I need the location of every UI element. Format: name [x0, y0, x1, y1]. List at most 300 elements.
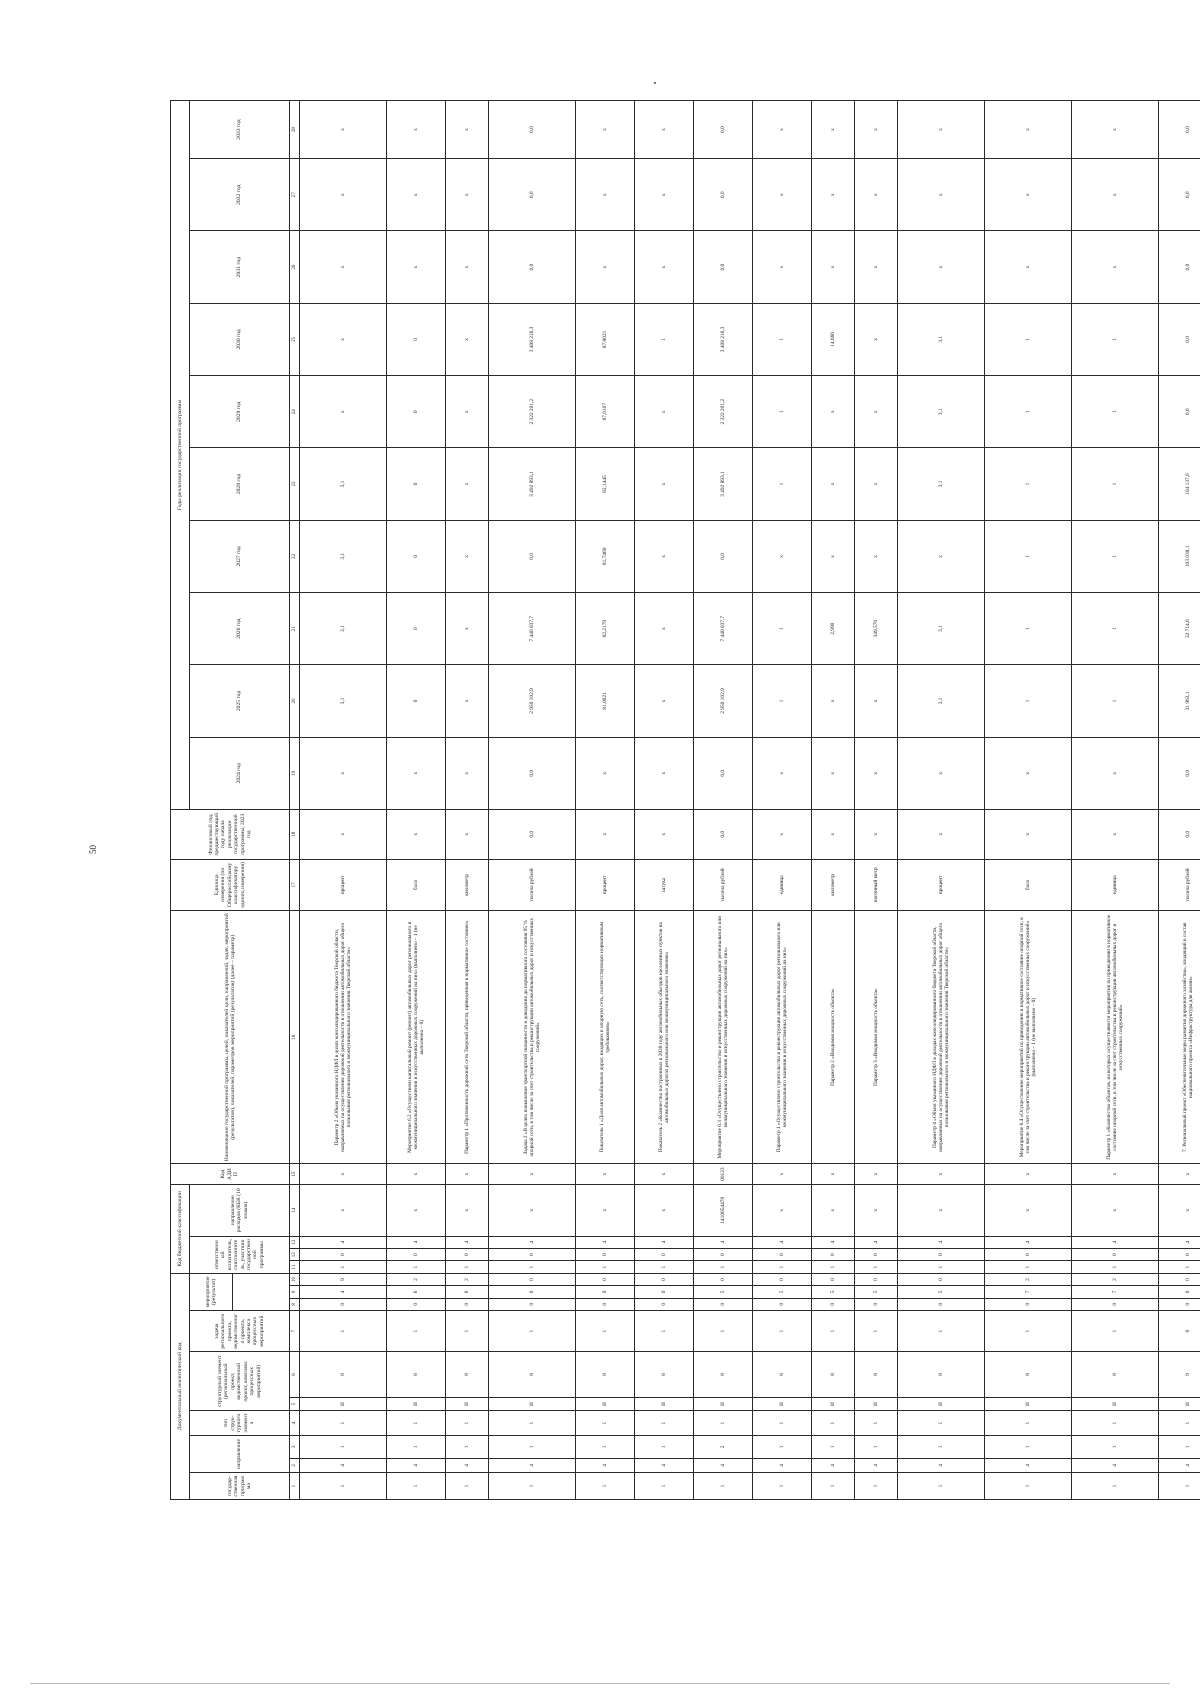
- code-cell: 0: [1072, 1298, 1159, 1310]
- group-program-code: Документальный аналитический код: [171, 1273, 190, 1499]
- column-number: 23: [290, 448, 300, 520]
- year-value-cell: 82,1445: [576, 448, 635, 520]
- code-cell: 1: [1072, 1435, 1159, 1458]
- code-cell: 1: [387, 1311, 446, 1352]
- adip-cell: x: [576, 1164, 635, 1185]
- year-value-cell: x: [855, 159, 898, 231]
- code-cell: 0: [1159, 1286, 1200, 1298]
- kbk-cell: x: [446, 1184, 489, 1236]
- code-cell: 4: [387, 1236, 446, 1248]
- year-value-cell: 0,0: [694, 231, 753, 303]
- year-value-cell: x: [855, 520, 898, 592]
- kbk-cell: x: [855, 1184, 898, 1236]
- column-number: 14: [290, 1184, 300, 1236]
- code-cell: 7: [1072, 1286, 1159, 1298]
- code-cell: 8: [855, 1352, 898, 1397]
- item-name-cell: Параметр 1 «Протяженность дорожной сети Тверской области, приведенная в нормативное состояние»: [446, 911, 489, 1164]
- year-value-cell: x: [635, 231, 694, 303]
- adip-cell: 00123: [694, 1164, 753, 1185]
- column-number: 13: [290, 1236, 300, 1248]
- code-cell: 0: [985, 1249, 1072, 1261]
- year-value-cell: 0,0: [694, 101, 753, 159]
- col-task: задача регионального проекта, ведомственного проекта, комплекса процессных мероприятий: [190, 1311, 290, 1352]
- item-name-cell: Показатель 2 «Количество построенных к 2030 году автомобильных объездов населенных пунктов на автомобильных дорогах регионального или межмуниципального значения»: [635, 911, 694, 1164]
- code-cell: 1: [387, 1411, 446, 1436]
- code-cell: 1: [300, 1261, 387, 1273]
- code-cell: 1: [1159, 1261, 1200, 1273]
- item-name-cell: Задача 2 «В целях повышения транспортной связанности и доведения до нормативного состояния 85 % опорной сети, в том числе за счет строительства и реконструкции автомобильных дорог и искусственных сооружений»: [489, 911, 576, 1164]
- year-value-cell: x: [753, 231, 812, 303]
- code-cell: 4: [300, 1236, 387, 1248]
- code-cell: 0: [1159, 1273, 1200, 1285]
- code-cell: 1: [985, 1261, 1072, 1273]
- fin-year-cell: x: [753, 809, 812, 859]
- year-value-cell: 0: [387, 448, 446, 520]
- year-value-cell: x: [898, 231, 985, 303]
- year-value-cell: x: [635, 376, 694, 448]
- year-value-cell: 0,0: [1159, 376, 1200, 448]
- col-structural: структурный элемент (региональный проект, ведомственный проект, комплекс процессных мероприятий): [190, 1352, 290, 1411]
- year-value-cell: 2 950 102,9: [694, 665, 753, 737]
- code-cell: 1: [855, 1261, 898, 1273]
- col-type: тип струк-турного элемента: [190, 1411, 290, 1436]
- unit-cell: балл: [985, 859, 1072, 911]
- code-cell: И: [898, 1397, 985, 1410]
- year-value-cell: 3,1: [898, 665, 985, 737]
- code-cell: 4: [387, 1458, 446, 1472]
- code-cell: 1: [855, 1473, 898, 1500]
- code-cell: 0: [898, 1273, 985, 1285]
- year-2025: 2025 год: [190, 665, 290, 737]
- year-value-cell: 87,0107: [576, 376, 635, 448]
- code-cell: 1: [300, 1435, 387, 1458]
- code-cell: 1: [446, 1435, 489, 1458]
- code-cell: 1: [489, 1261, 576, 1273]
- year-value-cell: 3 408 216,3: [489, 303, 576, 375]
- year-value-cell: x: [446, 593, 489, 665]
- year-value-cell: x: [300, 231, 387, 303]
- year-value-cell: x: [446, 448, 489, 520]
- year-value-cell: x: [855, 737, 898, 809]
- code-cell: 2: [694, 1435, 753, 1458]
- code-cell: 0: [576, 1286, 635, 1298]
- unit-cell: погонный метр: [855, 859, 898, 911]
- code-cell: 1: [694, 1311, 753, 1352]
- table-row: [300, 101, 387, 1500]
- code-cell: 1: [1072, 1473, 1159, 1500]
- column-number-row: [290, 101, 300, 1500]
- year-value-cell: 1: [753, 593, 812, 665]
- fin-year-cell: x: [635, 809, 694, 859]
- code-cell: 4: [855, 1458, 898, 1472]
- col-expense: направление расходов (КБК (10 знаков): [190, 1184, 290, 1236]
- year-value-cell: 1: [635, 303, 694, 375]
- year-value-cell: 0: [387, 376, 446, 448]
- fin-year-cell: x: [576, 809, 635, 859]
- code-cell: 5: [812, 1286, 855, 1298]
- year-value-cell: 0: [387, 520, 446, 592]
- code-cell: 0: [1159, 1298, 1200, 1310]
- year-value-cell: x: [812, 101, 855, 159]
- code-cell: 8: [753, 1352, 812, 1397]
- fin-year-cell: x: [1072, 809, 1159, 859]
- page-number: 50: [88, 845, 98, 854]
- code-cell: 1: [898, 1473, 985, 1500]
- code-cell: 1: [446, 1311, 489, 1352]
- unit-cell: единица: [753, 859, 812, 911]
- year-value-cell: 0,0: [694, 159, 753, 231]
- year-value-cell: x: [812, 737, 855, 809]
- year-value-cell: x: [753, 101, 812, 159]
- kbk-cell: x: [898, 1184, 985, 1236]
- item-name-cell: Параметр 1 «Осуществлено строительство и реконструкция автомобильных дорог регионального или межмуниципального значения и искусственных дорожных сооружений на них»: [753, 911, 812, 1164]
- table-row: [694, 101, 753, 1500]
- year-value-cell: x: [812, 448, 855, 520]
- column-number: 7: [290, 1311, 300, 1352]
- code-cell: 4: [576, 1458, 635, 1472]
- code-cell: 0: [985, 1298, 1072, 1310]
- year-value-cell: x: [576, 231, 635, 303]
- year-value-cell: 2 950 102,9: [489, 665, 576, 737]
- year-value-cell: 0,0: [489, 101, 576, 159]
- code-cell: 0: [812, 1249, 855, 1261]
- code-cell: 4: [855, 1236, 898, 1248]
- code-cell: 5: [753, 1286, 812, 1298]
- code-cell: 1: [985, 1311, 1072, 1352]
- code-cell: 4: [635, 1458, 694, 1472]
- year-value-cell: 0,0: [489, 231, 576, 303]
- column-number: 19: [290, 737, 300, 809]
- code-cell: 0: [1159, 1249, 1200, 1261]
- code-cell: 8: [985, 1352, 1072, 1397]
- code-cell: И: [753, 1397, 812, 1410]
- code-cell: 0: [635, 1298, 694, 1310]
- code-cell: 0: [855, 1298, 898, 1310]
- year-value-cell: x: [635, 448, 694, 520]
- column-number: 8: [290, 1298, 300, 1310]
- year-value-cell: 0,0: [1159, 159, 1200, 231]
- table-row: [855, 101, 898, 1500]
- year-2027: 2027 год: [190, 520, 290, 592]
- unit-cell: штука: [635, 859, 694, 911]
- code-cell: 0: [1159, 1311, 1200, 1352]
- code-cell: 1: [985, 1435, 1072, 1458]
- year-value-cell: 3,1: [300, 665, 387, 737]
- fin-year-cell: x: [898, 809, 985, 859]
- year-value-cell: 0: [387, 665, 446, 737]
- code-cell: 1: [446, 1261, 489, 1273]
- code-cell: 4: [694, 1458, 753, 1472]
- table-row: [489, 101, 576, 1500]
- table-row: [1159, 101, 1200, 1500]
- code-cell: 9: [300, 1273, 387, 1285]
- code-cell: 1: [812, 1473, 855, 1500]
- table-row: [635, 101, 694, 1500]
- code-cell: 2: [985, 1273, 1072, 1285]
- year-value-cell: x: [855, 101, 898, 159]
- code-cell: 8: [1072, 1352, 1159, 1397]
- code-cell: 8: [300, 1352, 387, 1397]
- code-cell: 1: [446, 1473, 489, 1500]
- year-value-cell: x: [300, 159, 387, 231]
- fin-year-cell: 0,0: [1159, 809, 1200, 859]
- col-unit: Единица измерения (по Общероссийскому классификатору единиц измерения): [171, 859, 290, 911]
- code-cell: 0: [387, 1249, 446, 1261]
- adip-cell: x: [855, 1164, 898, 1185]
- item-name-cell: Параметр 2 «Вводимая мощность объекта»: [812, 911, 855, 1164]
- item-name-cell: 7. Региональный проект «Обеспечительные меры развития дорожного хозяйства», входящий в состав национального проекта «Инфраструктура для жизни»: [1159, 911, 1200, 1164]
- code-cell: 1: [694, 1261, 753, 1273]
- fin-year-cell: x: [446, 809, 489, 859]
- item-name-cell: Параметр 4 «Объем указанного НДФЛ в доходах консолидированного бюджета Тверской области, направляемых на осуществление дорожной деятельности в отношении автомобильных дорог общего пользования регионального и межмуниципального значения Тверской области»: [898, 911, 985, 1164]
- fin-year-cell: x: [300, 809, 387, 859]
- group-years: Годы реализации государственной программы: [171, 101, 190, 810]
- column-number: 11: [290, 1261, 300, 1273]
- code-cell: 1: [694, 1473, 753, 1500]
- year-value-cell: 3 492 893,1: [694, 448, 753, 520]
- item-name-cell: Параметр 1 «Количество объектов, на которых осуществляются мероприятия по приведению в нормативное состояние опорной сети, в том числе за счет строительства и реконструкции автомобильных дорог и искусственных сооружений»: [1072, 911, 1159, 1164]
- unit-cell: тысяча рублей: [694, 859, 753, 911]
- table-row: [387, 101, 446, 1500]
- item-name-cell: Параметр 3 «Вводимая мощность объекта»: [855, 911, 898, 1164]
- code-cell: 1: [855, 1435, 898, 1458]
- code-cell: 9: [1159, 1352, 1200, 1397]
- year-value-cell: 0,0: [489, 737, 576, 809]
- column-number: 24: [290, 376, 300, 448]
- code-cell: 1: [812, 1261, 855, 1273]
- item-name-cell: Мероприятие 6.4 «Осуществление мероприятий по приведению в нормативное состояние опорной сети, в том числе за счет строительства и реконструкции автомобильных дорог и искусственных сооружений» (выполнено – 1 (не выполнено – 0): [985, 911, 1072, 1164]
- code-cell: 1: [489, 1311, 576, 1352]
- year-value-cell: x: [446, 376, 489, 448]
- year-value-cell: x: [387, 101, 446, 159]
- year-value-cell: x: [387, 159, 446, 231]
- table-row: [812, 101, 855, 1500]
- unit-cell: километр: [812, 859, 855, 911]
- code-cell: 4: [446, 1236, 489, 1248]
- code-cell: 0: [855, 1249, 898, 1261]
- year-value-cell: x: [812, 231, 855, 303]
- code-cell: 4: [985, 1458, 1072, 1472]
- year-2031: 2031 год: [190, 231, 290, 303]
- year-value-cell: x: [300, 101, 387, 159]
- code-cell: 0: [694, 1273, 753, 1285]
- code-cell: 0: [694, 1249, 753, 1261]
- code-cell: 1: [635, 1473, 694, 1500]
- year-value-cell: 2 322 201,2: [489, 376, 576, 448]
- table-row: [985, 101, 1072, 1500]
- code-cell: 1: [812, 1435, 855, 1458]
- year-value-cell: x: [1072, 737, 1159, 809]
- year-value-cell: x: [446, 159, 489, 231]
- year-value-cell: x: [635, 101, 694, 159]
- unit-cell: балл: [387, 859, 446, 911]
- code-cell: 2: [1072, 1273, 1159, 1285]
- code-cell: 4: [489, 1236, 576, 1248]
- code-cell: 1: [489, 1473, 576, 1500]
- code-cell: 8: [489, 1352, 576, 1397]
- code-cell: 8: [387, 1352, 446, 1397]
- code-cell: 4: [446, 1458, 489, 1472]
- year-value-cell: 1: [985, 665, 1072, 737]
- year-value-cell: 3,1: [898, 448, 985, 520]
- year-value-cell: x: [898, 737, 985, 809]
- code-cell: И: [489, 1397, 576, 1410]
- kbk-cell: x: [1159, 1184, 1200, 1236]
- code-cell: 1: [812, 1311, 855, 1352]
- year-value-cell: x: [446, 303, 489, 375]
- year-2028: 2028 год: [190, 448, 290, 520]
- column-number: 21: [290, 593, 300, 665]
- unit-cell: процент: [576, 859, 635, 911]
- adip-cell: x: [635, 1164, 694, 1185]
- code-cell: 1: [635, 1411, 694, 1436]
- adip-cell: x: [1072, 1164, 1159, 1185]
- code-cell: 1: [635, 1311, 694, 1352]
- fin-year-cell: x: [812, 809, 855, 859]
- code-cell: 5: [694, 1286, 753, 1298]
- kbk-cell: x: [387, 1184, 446, 1236]
- code-cell: 4: [985, 1236, 1072, 1248]
- code-cell: 1: [300, 1411, 387, 1436]
- code-cell: 0: [576, 1298, 635, 1310]
- code-cell: 1: [694, 1411, 753, 1436]
- code-cell: 8: [635, 1352, 694, 1397]
- code-cell: 0: [489, 1273, 576, 1285]
- year-value-cell: x: [753, 737, 812, 809]
- kbk-cell: x: [985, 1184, 1072, 1236]
- adip-cell: x: [446, 1164, 489, 1185]
- year-value-cell: 82,2179: [576, 593, 635, 665]
- code-cell: 1: [753, 1261, 812, 1273]
- year-value-cell: x: [855, 376, 898, 448]
- year-value-cell: x: [446, 231, 489, 303]
- year-value-cell: x: [1072, 231, 1159, 303]
- fin-year-cell: 0,0: [489, 809, 576, 859]
- year-value-cell: x: [446, 665, 489, 737]
- col-fin-year: Финансовый год, предшествующий году начала реализации государственной программы, 2023 год: [171, 809, 290, 859]
- year-value-cell: 0,0: [489, 520, 576, 592]
- year-value-cell: 1: [1072, 303, 1159, 375]
- year-value-cell: 3 408 216,3: [694, 303, 753, 375]
- year-value-cell: 3,1: [898, 376, 985, 448]
- code-cell: 1: [1159, 1411, 1200, 1436]
- year-value-cell: x: [446, 520, 489, 592]
- year-value-cell: 7 440 837,7: [694, 593, 753, 665]
- code-cell: И: [576, 1397, 635, 1410]
- code-cell: 0: [753, 1298, 812, 1310]
- code-cell: 0: [489, 1286, 576, 1298]
- year-value-cell: 3,1: [300, 593, 387, 665]
- item-name-cell: Показатель 1 «Доля автомобильных дорог, входящих в опорную сеть, соответствующих нормативным требованиям»: [576, 911, 635, 1164]
- year-value-cell: 31 963,1: [1159, 665, 1200, 737]
- table-row: [753, 101, 812, 1500]
- year-value-cell: 3,1: [300, 520, 387, 592]
- adip-cell: x: [812, 1164, 855, 1185]
- code-cell: 1: [489, 1435, 576, 1458]
- year-value-cell: x: [985, 737, 1072, 809]
- code-cell: 0: [635, 1273, 694, 1285]
- year-value-cell: x: [985, 159, 1072, 231]
- item-name-cell: Мероприятие 6.3 «Осуществлено строительство и реконструкция автомобильных дорог регионального или межмуниципального значения и искусственных дорожных сооружений на них»: [694, 911, 753, 1164]
- code-cell: 1: [985, 1473, 1072, 1500]
- column-number: 16: [290, 911, 300, 1164]
- year-value-cell: x: [1072, 101, 1159, 159]
- year-value-cell: 0,0: [489, 159, 576, 231]
- code-cell: И: [694, 1397, 753, 1410]
- code-cell: 6: [446, 1286, 489, 1298]
- code-cell: 4: [489, 1458, 576, 1472]
- year-value-cell: 32 714,6: [1159, 593, 1200, 665]
- code-cell: 1: [387, 1261, 446, 1273]
- code-cell: 0: [300, 1298, 387, 1310]
- code-cell: 0: [753, 1249, 812, 1261]
- year-value-cell: 2,990: [812, 593, 855, 665]
- code-cell: И: [300, 1397, 387, 1410]
- year-value-cell: 103 038,1: [1159, 520, 1200, 592]
- column-number: 22: [290, 520, 300, 592]
- year-value-cell: x: [753, 520, 812, 592]
- kbk-cell: x: [489, 1184, 576, 1236]
- unit-cell: процент: [300, 859, 387, 911]
- year-value-cell: 0,0: [1159, 303, 1200, 375]
- code-cell: И: [812, 1397, 855, 1410]
- year-value-cell: x: [300, 737, 387, 809]
- year-value-cell: x: [855, 665, 898, 737]
- code-cell: 6: [387, 1286, 446, 1298]
- year-2032: 2032 год: [190, 159, 290, 231]
- year-value-cell: x: [898, 159, 985, 231]
- code-cell: 1: [576, 1473, 635, 1500]
- year-value-cell: x: [985, 101, 1072, 159]
- code-cell: 1: [1159, 1473, 1200, 1500]
- column-number: 5: [290, 1397, 300, 1410]
- year-value-cell: 2 322 201,2: [694, 376, 753, 448]
- adip-cell: x: [898, 1164, 985, 1185]
- code-cell: 1: [576, 1435, 635, 1458]
- code-cell: И: [635, 1397, 694, 1410]
- code-cell: 1: [753, 1435, 812, 1458]
- code-cell: 4: [300, 1286, 387, 1298]
- code-cell: 1: [898, 1261, 985, 1273]
- year-2030: 2030 год: [190, 303, 290, 375]
- year-value-cell: x: [387, 737, 446, 809]
- year-value-cell: 1: [985, 593, 1072, 665]
- table-row: [1072, 101, 1159, 1500]
- code-cell: 7: [985, 1286, 1072, 1298]
- code-cell: 2: [446, 1273, 489, 1285]
- unit-cell: километр: [446, 859, 489, 911]
- code-cell: 2: [387, 1273, 446, 1285]
- year-value-cell: x: [446, 737, 489, 809]
- unit-cell: тысяча рублей: [1159, 859, 1200, 911]
- fin-year-cell: x: [387, 809, 446, 859]
- year-value-cell: x: [753, 159, 812, 231]
- code-cell: 4: [753, 1236, 812, 1248]
- year-value-cell: 81,7460: [576, 520, 635, 592]
- year-value-cell: x: [635, 520, 694, 592]
- fin-year-cell: 0,0: [694, 809, 753, 859]
- code-cell: 1: [635, 1261, 694, 1273]
- column-number: 25: [290, 303, 300, 375]
- adip-cell: x: [489, 1164, 576, 1185]
- code-cell: И: [855, 1397, 898, 1410]
- adip-cell: x: [1159, 1164, 1200, 1185]
- code-cell: 4: [1159, 1458, 1200, 1472]
- code-cell: 8: [812, 1352, 855, 1397]
- col-adip: Код АДИП: [171, 1164, 290, 1185]
- col-direction: направление: [190, 1435, 290, 1472]
- column-number: 15: [290, 1164, 300, 1185]
